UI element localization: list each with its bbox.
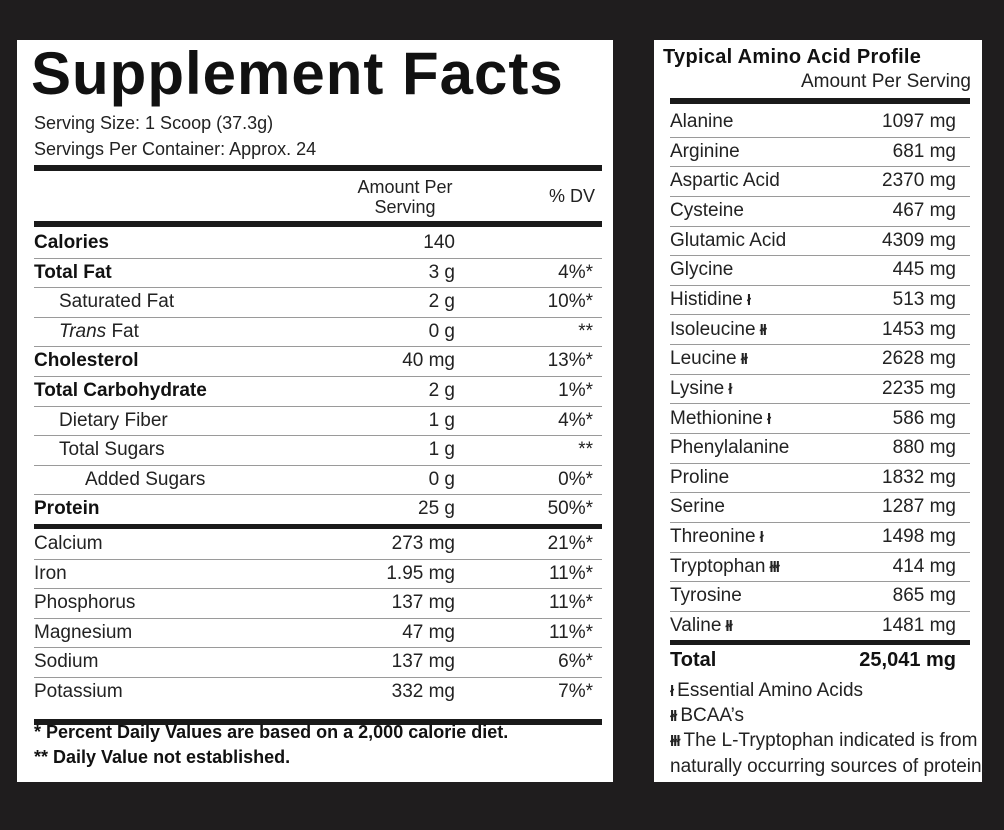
amino-name: Glutamic Acid — [670, 229, 787, 251]
key-marker: łł — [670, 708, 677, 725]
nutrient-dv: 11%* — [548, 592, 593, 614]
amount-header-line1: Amount Per — [357, 177, 453, 197]
nutrient-row — [34, 288, 602, 318]
amino-name-cell — [670, 526, 763, 548]
nutrient-dv: 4%* — [558, 261, 593, 283]
amino-name-cell — [670, 259, 733, 281]
amino-row — [670, 256, 970, 286]
amino-row — [670, 464, 970, 494]
footnote-percent-dv: * Percent Daily Values are based on a 2,000 calorie diet. — [34, 722, 509, 742]
nutrient-amount: 47 mg — [402, 621, 455, 643]
nutrient-amount: 1 g — [428, 409, 455, 431]
nutrient-dv: 21%* — [547, 533, 593, 554]
amino-amount: 681 mg — [892, 140, 956, 162]
key-marker: ł — [670, 683, 674, 700]
nutrient-dv: 6%* — [558, 651, 593, 673]
amino-name-cell — [670, 437, 789, 459]
amino-name: Tryptophan — [670, 555, 766, 577]
key-line — [670, 680, 863, 702]
nutrient-row — [34, 589, 602, 619]
nutrient-name: Cholesterol — [34, 350, 139, 372]
nutrient-amount: 1 g — [428, 439, 455, 461]
amino-amount: 445 mg — [892, 259, 956, 281]
amino-amount: 467 mg — [892, 199, 956, 221]
amino-name-cell — [670, 170, 780, 192]
nutrient-amount: 25 g — [418, 498, 455, 520]
amino-row — [670, 405, 970, 435]
total-value: 25,041 mg — [859, 649, 956, 671]
amino-name-cell — [670, 141, 740, 163]
nutrient-name: Sodium — [34, 651, 99, 673]
nutrient-row — [34, 530, 602, 560]
key-text: BCAA’s — [680, 705, 745, 726]
amino-name-cell — [670, 585, 742, 607]
amino-name: Aspartic Acid — [670, 170, 780, 192]
amino-name-cell — [670, 348, 747, 370]
thick-divider — [670, 640, 970, 645]
nutrient-amount: 0 g — [428, 468, 455, 490]
amino-amount: 513 mg — [892, 288, 956, 310]
amino-name-cell — [670, 289, 750, 311]
amino-name: Histidine — [670, 288, 743, 310]
nutrient-row — [34, 318, 602, 348]
amino-row — [670, 316, 970, 346]
nutrient-amount: 2 g — [428, 380, 455, 401]
nutrient-amount: 3 g — [428, 261, 455, 283]
nutrient-dv: 13%* — [547, 350, 593, 372]
nutrient-name: Calcium — [34, 533, 103, 554]
amino-amount: 414 mg — [892, 555, 956, 577]
nutrient-dv: ** — [578, 439, 593, 461]
nutrient-name: Dietary Fiber — [59, 409, 168, 431]
amino-amount: 2628 mg — [882, 348, 956, 370]
supplement-facts-panel — [17, 40, 613, 782]
nutrient-dv: 0%* — [558, 468, 593, 490]
amino-marker: ł — [759, 529, 763, 547]
nutrient-name: Total Sugars — [59, 439, 165, 461]
nutrient-name: Phosphorus — [34, 592, 136, 614]
nutrient-name-italic: Trans — [59, 320, 107, 342]
amino-row — [670, 553, 970, 583]
amino-amount: 2235 mg — [882, 377, 956, 399]
thick-divider — [34, 165, 602, 171]
key-continued: naturally occurring sources of protein. — [670, 756, 987, 777]
amino-name: Leucine — [670, 348, 737, 370]
amino-row — [670, 582, 970, 612]
nutrient-amount: 332 mg — [391, 681, 455, 702]
amino-name: Alanine — [670, 111, 734, 132]
amino-amount: 4309 mg — [882, 229, 956, 251]
amino-name-cell — [670, 556, 779, 578]
total-label: Total — [670, 649, 717, 671]
key-text: Essential Amino Acids — [677, 680, 864, 701]
amino-amount: 1097 mg — [882, 111, 956, 132]
amino-acid-profile-panel — [654, 40, 987, 782]
amino-row — [670, 167, 970, 197]
dv-header: % DV — [548, 186, 595, 206]
nutrient-row — [34, 619, 602, 649]
thick-divider — [34, 221, 602, 227]
amino-name-cell — [670, 615, 732, 637]
nutrient-dv: 1%* — [558, 380, 593, 401]
amino-name: Isoleucine — [670, 318, 756, 340]
amino-amount: 865 mg — [892, 585, 956, 607]
amino-amount: 1481 mg — [882, 615, 956, 637]
nutrient-dv: 10%* — [547, 291, 593, 313]
amino-amount: 880 mg — [892, 437, 956, 459]
amino-name-cell — [670, 467, 729, 489]
nutrient-amount: 0 g — [428, 320, 455, 342]
amino-marker: łł — [759, 321, 766, 339]
amino-amount: 586 mg — [892, 407, 956, 429]
nutrient-name: Total Carbohydrate — [34, 380, 207, 401]
amino-marker: łł — [740, 351, 747, 369]
nutrient-row — [34, 436, 602, 466]
nutrient-row — [34, 259, 602, 289]
nutrient-row — [34, 407, 602, 437]
amino-name: Glycine — [670, 259, 734, 281]
nutrient-amount: 2 g — [428, 291, 455, 313]
nutrient-dv: 4%* — [558, 409, 593, 431]
amino-amount: 1498 mg — [882, 526, 956, 548]
amino-amount: 1832 mg — [882, 466, 956, 488]
amino-name: Phenylalanine — [670, 437, 790, 459]
amino-marker: ł — [728, 380, 732, 398]
amino-name: Arginine — [670, 140, 740, 162]
amino-amount: 1287 mg — [882, 496, 956, 518]
key-line — [670, 705, 744, 727]
nutrient-dv: 11%* — [548, 621, 593, 643]
amino-name: Valine — [670, 615, 722, 637]
nutrient-dv: 11%* — [548, 562, 593, 584]
amount-per-serving-header — [335, 177, 475, 217]
amino-row — [670, 138, 970, 168]
nutrient-row — [34, 466, 602, 496]
amino-name: Methionine — [670, 407, 763, 429]
amino-row — [670, 493, 970, 523]
amino-row — [670, 286, 970, 316]
nutrient-name: Saturated Fat — [59, 291, 175, 313]
amino-row — [670, 375, 970, 405]
nutrient-name-rest: Fat — [106, 320, 139, 342]
amino-row — [670, 612, 970, 642]
key-marker: łłł — [670, 733, 680, 750]
amino-name: Lysine — [670, 377, 725, 399]
nutrient-dv: 7%* — [558, 681, 593, 702]
serving-size: Serving Size: 1 Scoop (37.3g) — [34, 113, 274, 133]
nutrient-row — [34, 678, 602, 708]
nutrient-amount: 1.95 mg — [386, 562, 455, 584]
amino-row — [670, 197, 970, 227]
nutrient-name: Added Sugars — [85, 468, 206, 490]
amino-marker: ł — [746, 291, 751, 309]
amino-row — [670, 434, 970, 464]
footnote-dv-not-established: ** Daily Value not established. — [34, 747, 291, 767]
amino-name-cell — [670, 496, 725, 518]
amino-marker: łł — [725, 618, 732, 636]
thick-divider — [670, 98, 970, 104]
nutrient-row — [34, 229, 602, 259]
thick-divider — [34, 524, 602, 529]
amino-marker: ł — [766, 410, 771, 428]
nutrient-amount: 140 — [423, 232, 455, 253]
nutrient-row — [34, 648, 602, 678]
amino-name-cell — [670, 408, 770, 430]
nutrient-row — [34, 560, 602, 590]
amino-name: Tyrosine — [670, 585, 742, 607]
nutrient-row — [34, 377, 602, 407]
nutrient-name: Potassium — [34, 681, 123, 702]
servings-per-container: Servings Per Container: Approx. 24 — [34, 139, 317, 159]
nutrient-row — [34, 495, 602, 525]
nutrient-amount: 137 mg — [391, 592, 455, 614]
nutrient-name: Protein — [34, 498, 100, 520]
nutrient-dv: 50%* — [547, 498, 593, 520]
nutrient-name: Iron — [34, 562, 67, 584]
amino-row — [670, 523, 970, 553]
nutrient-name: Calories — [34, 232, 109, 253]
amino-row — [670, 108, 970, 138]
nutrient-dv: ** — [578, 320, 593, 342]
amino-amount: 2370 mg — [882, 170, 956, 192]
amino-row — [670, 227, 970, 257]
amino-profile-title: Typical Amino Acid Profile — [663, 46, 922, 68]
amino-marker: łłł — [769, 558, 779, 576]
amino-name: Cysteine — [670, 199, 744, 221]
amino-name: Proline — [670, 466, 730, 488]
nutrient-name — [59, 321, 139, 343]
key-line — [670, 730, 977, 752]
amino-name-cell — [670, 230, 786, 252]
amino-name-cell — [670, 319, 766, 341]
nutrient-amount: 137 mg — [391, 651, 455, 673]
amino-row — [670, 345, 970, 375]
amount-header-line2: Serving — [374, 197, 436, 217]
amino-name: Serine — [670, 496, 725, 518]
amino-amount: 1453 mg — [882, 318, 956, 340]
amino-profile-subtitle: Amount Per Serving — [800, 71, 971, 92]
amino-name-cell — [670, 200, 744, 222]
amino-name-cell — [670, 378, 731, 400]
amino-name-cell — [670, 111, 733, 133]
nutrient-row — [34, 347, 602, 377]
nutrient-name: Magnesium — [34, 621, 133, 643]
key-text: The L-Tryptophan indicated is from — [683, 730, 978, 751]
nutrient-amount: 40 mg — [402, 350, 455, 372]
amino-name: Threonine — [670, 526, 756, 548]
nutrient-amount: 273 mg — [391, 533, 455, 554]
supplement-facts-title: Supplement Facts — [31, 40, 564, 107]
nutrient-name: Total Fat — [34, 261, 112, 283]
